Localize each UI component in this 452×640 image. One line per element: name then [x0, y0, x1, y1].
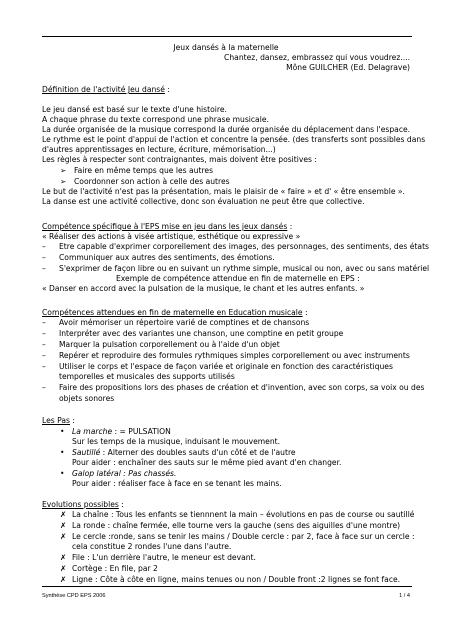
definition-line: Le jeu dansé est basé sur le texte d'une histoire.: [42, 105, 227, 114]
pas-text: : Alterner des doubles sauts d'un côté et de l'autre: [100, 448, 296, 457]
cross-bullet-icon: ✗: [60, 553, 67, 562]
definition-line: La durée organisée de la musique correspond la durée organisée du déplacement dans l'espace.: [42, 125, 411, 134]
evolution-text: La ronde : chaîne fermée, elle tourne vers la gauche (sens des aiguilles d'une montre): [72, 521, 401, 530]
competence-eps-heading: [42, 222, 292, 232]
list-item-text: Repérer et reproduire des formules rythmiques simples corporellement ou avec instruments: [59, 351, 410, 360]
evolution-item: [60, 564, 158, 574]
evolution-text: Ligne : Côte à côte en ligne, mains tenues ou non / Double front :2 lignes se font face.: [72, 575, 401, 584]
pas-heading-text: Les Pas: [42, 416, 70, 425]
epigraph-quote: Chantez, dansez, embrassez qui vous voudrez....: [224, 53, 410, 62]
footer-rule: [42, 586, 412, 587]
arrow-bullet-icon: ➢: [60, 166, 67, 175]
dot-bullet-icon: •: [60, 448, 65, 457]
list-item-text: Etre capable d'exprimer corporellement des images, des personnages, des sentiments, des états: [59, 242, 429, 251]
definition-line: Le but de l'activité n'est pas la présentation, mais le plaisir de « faire » et d' « être ensemble ».: [42, 187, 405, 196]
dash-icon: –: [42, 253, 46, 262]
definition-line: La danse est une activité collective, donc son évaluation ne peut être que collective.: [42, 197, 365, 206]
pas-detail: Pour aider : enchaîner des sauts sur le même pied avant d'en changer.: [72, 458, 342, 467]
competence-music-heading: [42, 308, 308, 318]
dash-list-item: [42, 340, 280, 350]
definition-line: Le rythme est le point d'appui de l'action et concentre la pensée. (des transferts sont possibles dans: [42, 135, 426, 144]
bullet-text: Coordonner son action à celle des autres: [74, 177, 230, 186]
pas-label: Sautillé: [72, 448, 101, 457]
dash-list-item: [42, 253, 275, 263]
evolution-continuation: cela constitue 2 rondes l'une dans l'autre.: [72, 542, 232, 551]
dash-icon: –: [42, 329, 46, 338]
dash-icon: –: [42, 242, 46, 251]
pas-item-marche: [60, 427, 171, 437]
definition-heading-text: Définition de l'activité Jeu dansé: [42, 85, 165, 94]
cross-bullet-icon: ✗: [60, 532, 67, 541]
dash-list-item: [42, 242, 429, 252]
pas-detail: Pour aider : réaliser face à face en se tenant les mains.: [72, 479, 282, 488]
evolutions-heading: [42, 500, 124, 510]
list-item-text: Utiliser le corps et l'espace de façon variée et originale en fonction des caractéristiques: [59, 362, 393, 371]
arrow-bullet-icon: ➢: [60, 177, 67, 186]
header-rule: [42, 36, 412, 37]
evolution-text: Cortège : En file, par 2: [72, 564, 158, 573]
competence-end-quote: « Danser en accord avec la pulsation de la musique, le chant et les autres enfants. »: [42, 284, 365, 293]
competence-music-heading-suffix: :: [302, 308, 308, 317]
list-item-text: S'exprimer de façon libre ou en suivant un rythme simple, musical ou non, avec ou sans matériel: [59, 264, 430, 273]
arrow-bullet-item: [60, 166, 213, 176]
competence-eps-heading-suffix: :: [287, 222, 293, 231]
dash-icon: –: [42, 351, 46, 360]
competence-eps-heading-text: Compétence spécifique à l'EPS mise en jeu dans les jeux dansés: [42, 222, 288, 231]
list-item-text: Interpréter avec des variantes une chanson, une comptine en petit groupe: [59, 329, 344, 338]
cross-bullet-icon: ✗: [60, 521, 67, 530]
dash-list-item: [42, 362, 393, 372]
footer-left: Synthèse CPD EPS 2006: [42, 593, 106, 599]
dash-list-item: [42, 383, 424, 393]
list-item-text: Avoir mémoriser un répertoire varié de comptines et de chansons: [59, 318, 310, 327]
cross-bullet-icon: ✗: [60, 564, 67, 573]
bullet-text: Faire en même temps que les autres: [74, 166, 214, 175]
definition-heading-suffix: :: [164, 85, 170, 94]
competence-end-label: Exemple de compétence attendue en fin de maternelle en EPS :: [116, 274, 360, 283]
epigraph-author: Mône GUILCHER (Ed. Delagrave): [286, 63, 410, 72]
evolution-item: [60, 510, 414, 520]
pas-heading: [42, 416, 75, 426]
pas-label: La marche: [72, 427, 113, 436]
pas-label: Galop latéral: [72, 469, 121, 478]
pas-item-sautille: [60, 448, 296, 458]
list-item-continuation: objets sonores: [59, 394, 115, 403]
evolution-item: [60, 575, 400, 585]
pas-text: : = PULSATION: [112, 427, 171, 436]
definition-line: Les règles à respecter sont contraignantes, mais doivent être positives :: [42, 155, 317, 164]
dash-list-item: [42, 318, 309, 328]
pas-item-galop: [60, 469, 176, 479]
cross-bullet-icon: ✗: [60, 510, 67, 519]
definition-line: d'autres apprentissages en lecture, écriture, mémorisation...): [42, 145, 276, 154]
list-item-text: Communiquer aux autres des sentiments, des émotions.: [59, 253, 275, 262]
cross-bullet-icon: ✗: [60, 575, 67, 584]
dash-icon: –: [42, 340, 46, 349]
dash-list-item: [42, 351, 410, 361]
dash-list-item: [42, 264, 429, 274]
dash-icon: –: [42, 362, 46, 371]
list-item-text: Faire des propositions lors des phases de création et d'invention, avec son corps, sa voix ou des: [59, 383, 425, 392]
dash-icon: –: [42, 383, 46, 392]
dash-icon: –: [42, 318, 46, 327]
dash-icon: –: [42, 264, 46, 273]
competence-music-heading-text: Compétences attendues en fin de maternelle en Education musicale: [42, 308, 303, 317]
pas-heading-suffix: :: [70, 416, 75, 425]
definition-heading: [42, 85, 170, 95]
evolution-item: [60, 521, 400, 531]
evolution-text: File : L'un derrière l'autre, le meneur est devant.: [72, 553, 256, 562]
definition-line: A chaque phrase du texte correspond une phrase musicale.: [42, 115, 269, 124]
competence-eps-intro: « Réaliser des actions à visée artistique, esthétique ou expressive »: [42, 232, 301, 241]
footer-page-number: 1 / 4: [399, 593, 410, 599]
page-title: Jeux dansés à la maternelle: [173, 43, 279, 52]
evolutions-heading-suffix: :: [118, 500, 124, 509]
evolution-text: Le cercle :ronde, sans se tenir les mains / Double cercle : par 2, face à face sur un cercle :: [72, 532, 415, 541]
evolutions-heading-text: Evolutions possibles: [42, 500, 119, 509]
dash-list-item: [42, 329, 343, 339]
evolution-item: [60, 532, 415, 542]
evolution-item: [60, 553, 256, 563]
pas-detail: Sur les temps de la musique, induisant le mouvement.: [72, 437, 281, 446]
list-item-text: Marquer la pulsation corporellement ou à l'aide d'un objet: [59, 340, 280, 349]
pas-text: : Pas chassés.: [120, 469, 177, 478]
arrow-bullet-item: [60, 177, 230, 187]
evolution-text: La chaîne : Tous les enfants se tiennnent la main – évolutions en pas de course ou sautillé: [72, 510, 415, 519]
list-item-continuation: temporelles et musicales des supports utilisés: [59, 372, 235, 381]
dot-bullet-icon: •: [60, 469, 65, 478]
dot-bullet-icon: •: [60, 427, 65, 436]
